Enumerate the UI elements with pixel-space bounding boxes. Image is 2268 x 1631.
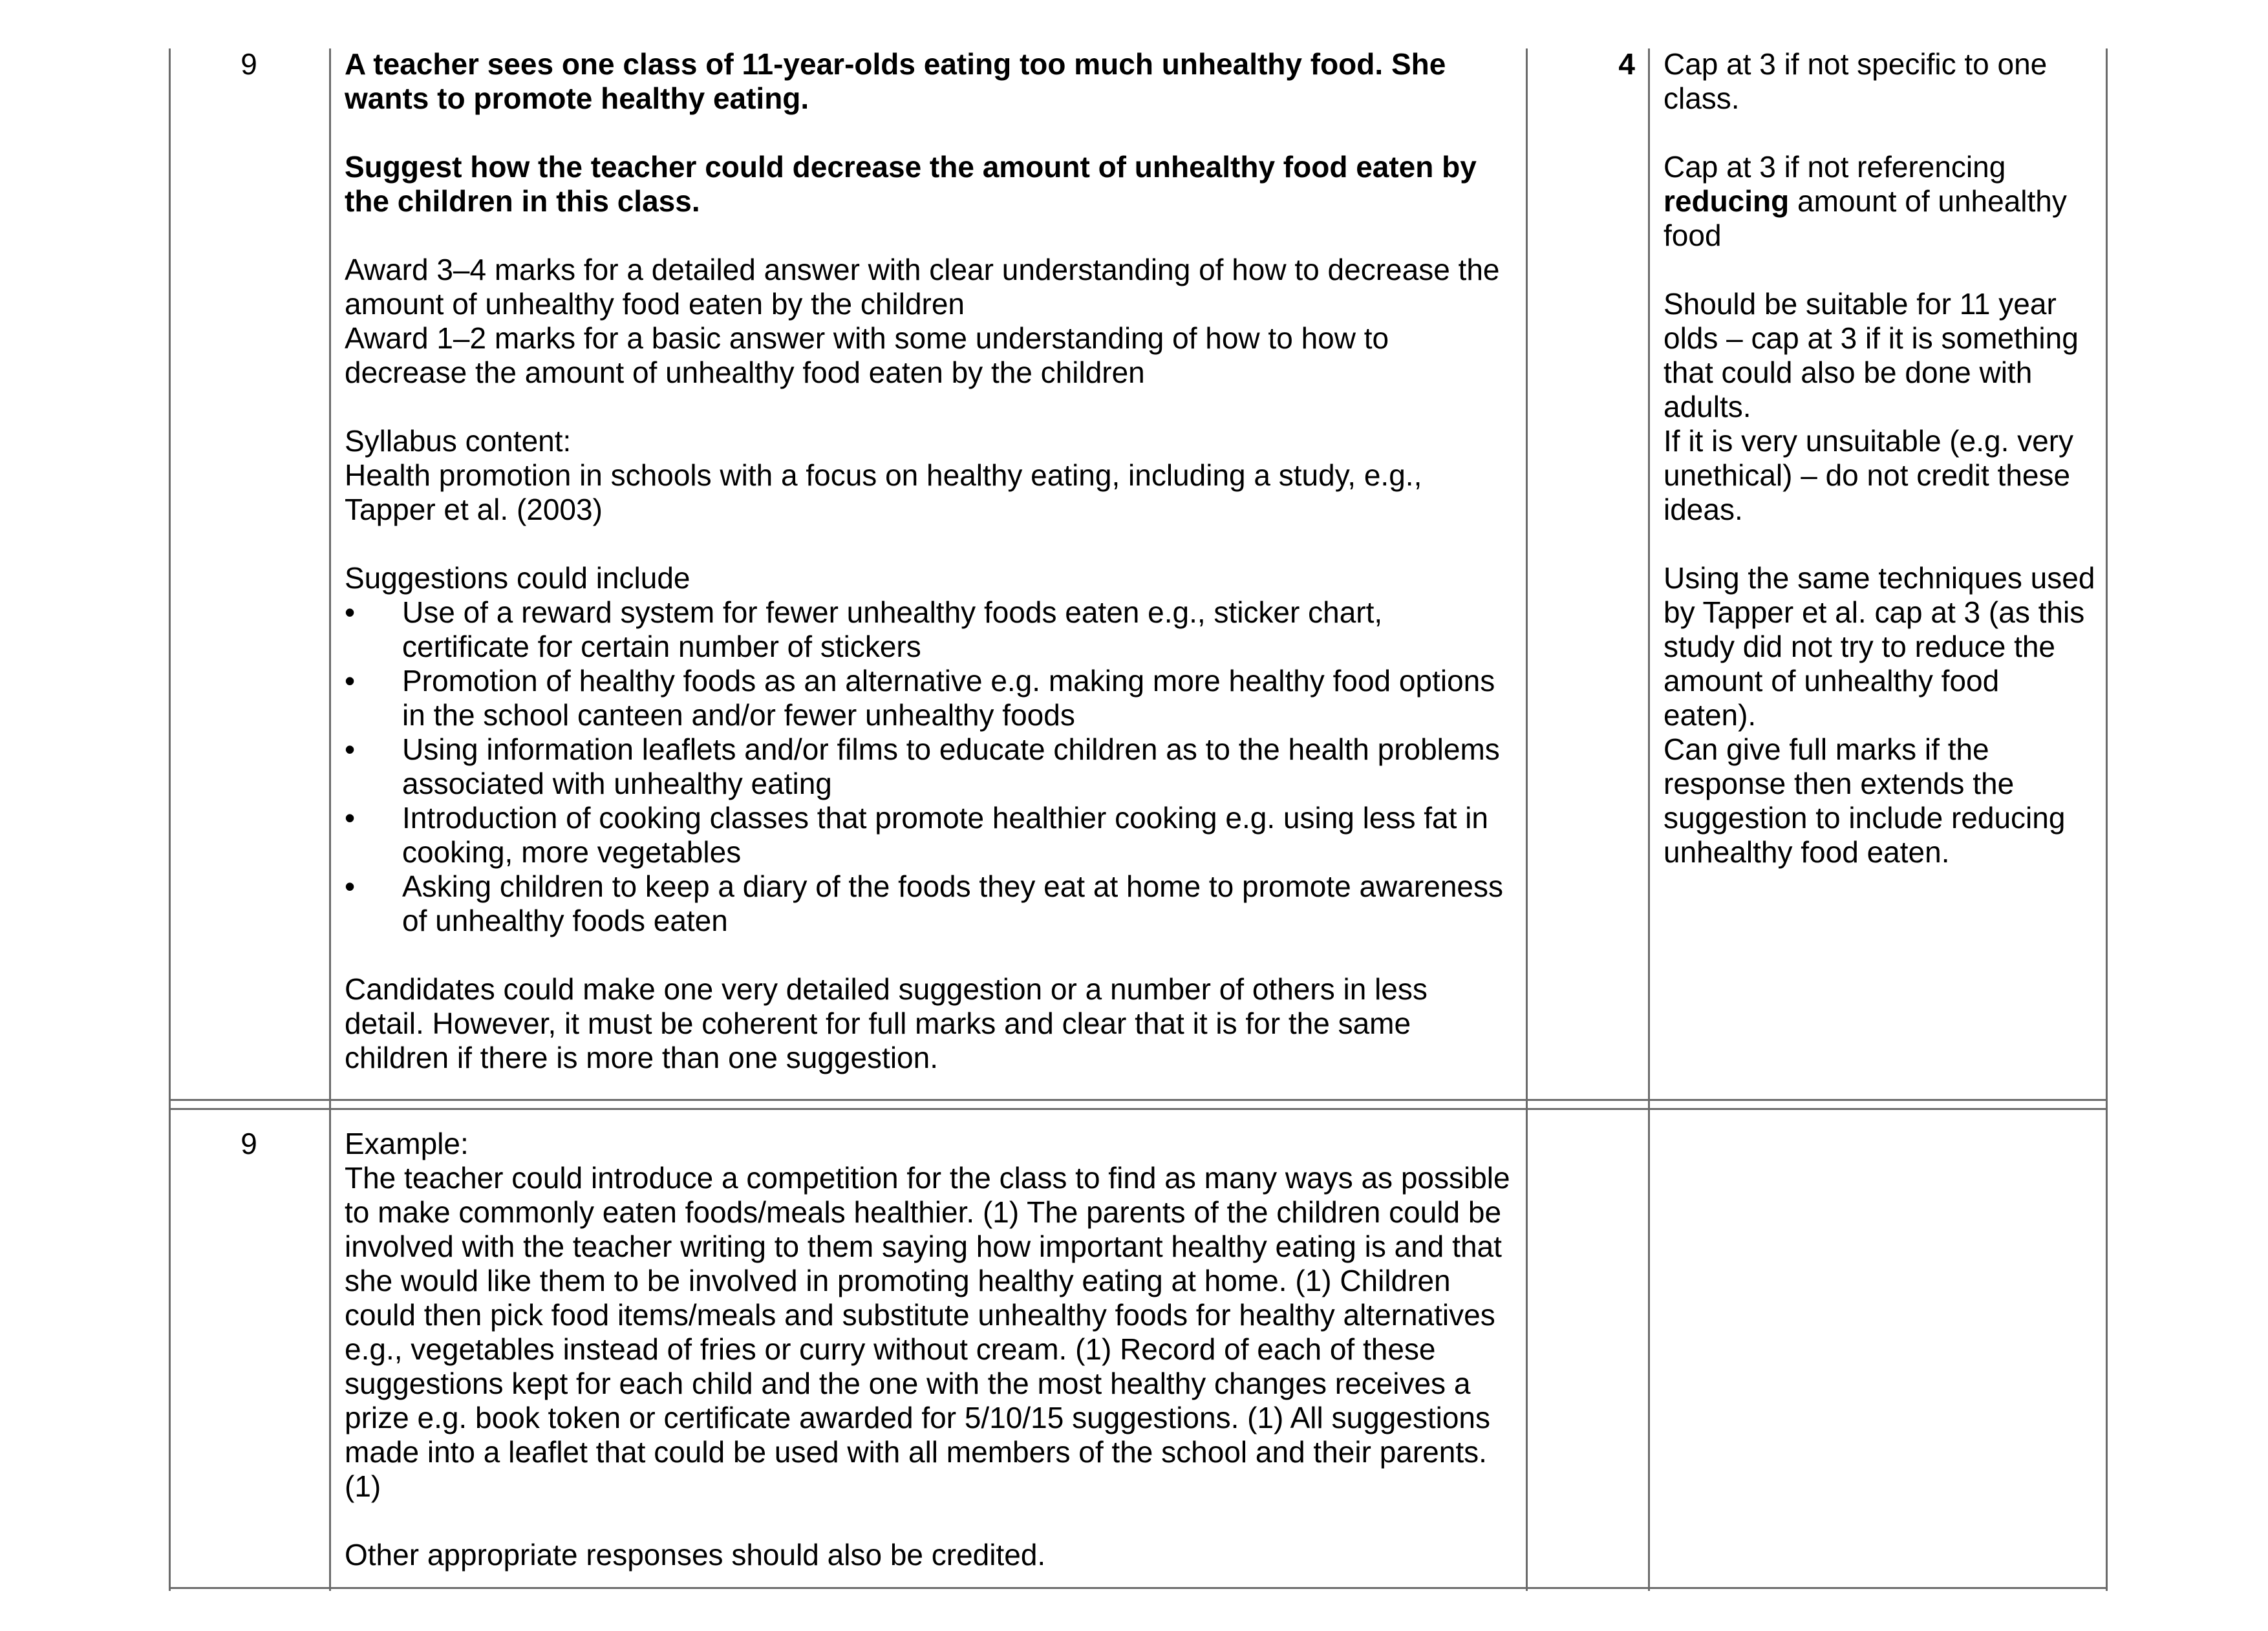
- bullet-icon: •: [345, 869, 356, 903]
- answer-cell: [345, 47, 1515, 1075]
- question-task: Suggest how the teacher could decrease the amount of unhealthy food eaten by the children in this class.: [345, 150, 1477, 218]
- question-number: 9: [241, 47, 257, 81]
- table-divider-answer: [1526, 48, 1528, 1591]
- guidance-full-marks: Can give full marks if the response then extends the suggestion to include reducing unhealthy food eaten.: [1664, 732, 2066, 869]
- syllabus-text: Health promotion in schools with a focus on healthy eating, including a study, e.g., Tapper et al. (2003): [345, 458, 1422, 526]
- list-item: • Promotion of healthy foods as an alternative e.g. making more healthy food options in the school canteen and/or fewer unhealthy foods: [345, 664, 1495, 732]
- guidance-cap-reducing: Cap at 3 if not referencing reducing amount of unhealthy food: [1664, 150, 2067, 252]
- award-line-low: Award 1–2 marks for a basic answer with some understanding of how to how to decrease the amount of unhealthy food eaten by the children: [345, 321, 1389, 389]
- row-separator-bottom: [169, 1108, 2108, 1110]
- example-cell: [345, 1127, 1515, 1572]
- row-separator-top: [169, 1099, 2108, 1101]
- table-divider-number: [329, 48, 331, 1591]
- table-border-left: [169, 48, 171, 1591]
- example-text: The teacher could introduce a competition for the class to find as many ways as possible to make commonly eaten foods/meals healthier. (1) The parents of the children could be involved with the teacher writing to them saying how important healthy eating is and that she would like them to be involved in promoting healthy eating at home. (1) Children could then pick food items/meals and substitute unhealthy foods for healthy alternatives e.g., vegetables instead of fries or curry without cream. (1) Record of each of these suggestions kept for each child and the one with the most healthy changes receives a prize e.g. book token or certificate awarded for 5/10/15 suggestions. (1) All suggestions made into a leaflet that could be used with all members of the school and their parents. (1): [345, 1161, 1510, 1503]
- suggestions-heading: Suggestions could include: [345, 561, 690, 595]
- guidance-cap-specific: Cap at 3 if not specific to one class.: [1664, 47, 2048, 115]
- other-responses-note: Other appropriate responses should also be credited.: [345, 1538, 1046, 1572]
- list-item: • Using information leaflets and/or films to educate children as to the health problems associated with unhealthy eating: [345, 732, 1500, 800]
- list-item: • Introduction of cooking classes that promote healthier cooking e.g. using less fat in cooking, more vegetables: [345, 801, 1488, 869]
- suggestions-list: [345, 595, 1515, 938]
- list-item: • Use of a reward system for fewer unhealthy foods eaten e.g., sticker chart, certificate for certain number of stickers: [345, 595, 1383, 663]
- bullet-icon: •: [345, 595, 356, 629]
- syllabus-heading: Syllabus content:: [345, 424, 572, 458]
- table-border-right: [2106, 48, 2108, 1591]
- guidance-cell: [1664, 47, 2097, 869]
- guidance-tapper: Using the same techniques used by Tapper et al. cap at 3 (as this study did not try to reduce the amount of unhealthy food eaten).: [1664, 561, 2095, 732]
- marks-value: 4: [1618, 47, 1635, 81]
- question-number: 9: [241, 1127, 257, 1160]
- bullet-icon: •: [345, 664, 356, 698]
- bullet-icon: •: [345, 732, 356, 766]
- table-border-bottom: [169, 1587, 2108, 1589]
- example-heading: Example:: [345, 1127, 469, 1160]
- list-item: • Asking children to keep a diary of the foods they eat at home to promote awareness of unhealthy foods eaten: [345, 869, 1503, 937]
- bullet-icon: •: [345, 801, 356, 835]
- guidance-suitable: Should be suitable for 11 year olds – cap at 3 if it is something that could also be done with adults.: [1664, 287, 2079, 423]
- closing-note: Candidates could make one very detailed suggestion or a number of others in less detail. However, it must be coherent for full marks and clear that it is for the same children if there is more than one suggestion.: [345, 972, 1428, 1074]
- question-stem: A teacher sees one class of 11-year-olds eating too much unhealthy food. She wants to promote healthy eating.: [345, 47, 1446, 115]
- guidance-unsuitable: If it is very unsuitable (e.g. very unethical) – do not credit these ideas.: [1664, 424, 2074, 526]
- table-divider-marks: [1648, 48, 1650, 1591]
- award-line-high: Award 3–4 marks for a detailed answer with clear understanding of how to decrease the amount of unhealthy food eaten by the children: [345, 253, 1500, 321]
